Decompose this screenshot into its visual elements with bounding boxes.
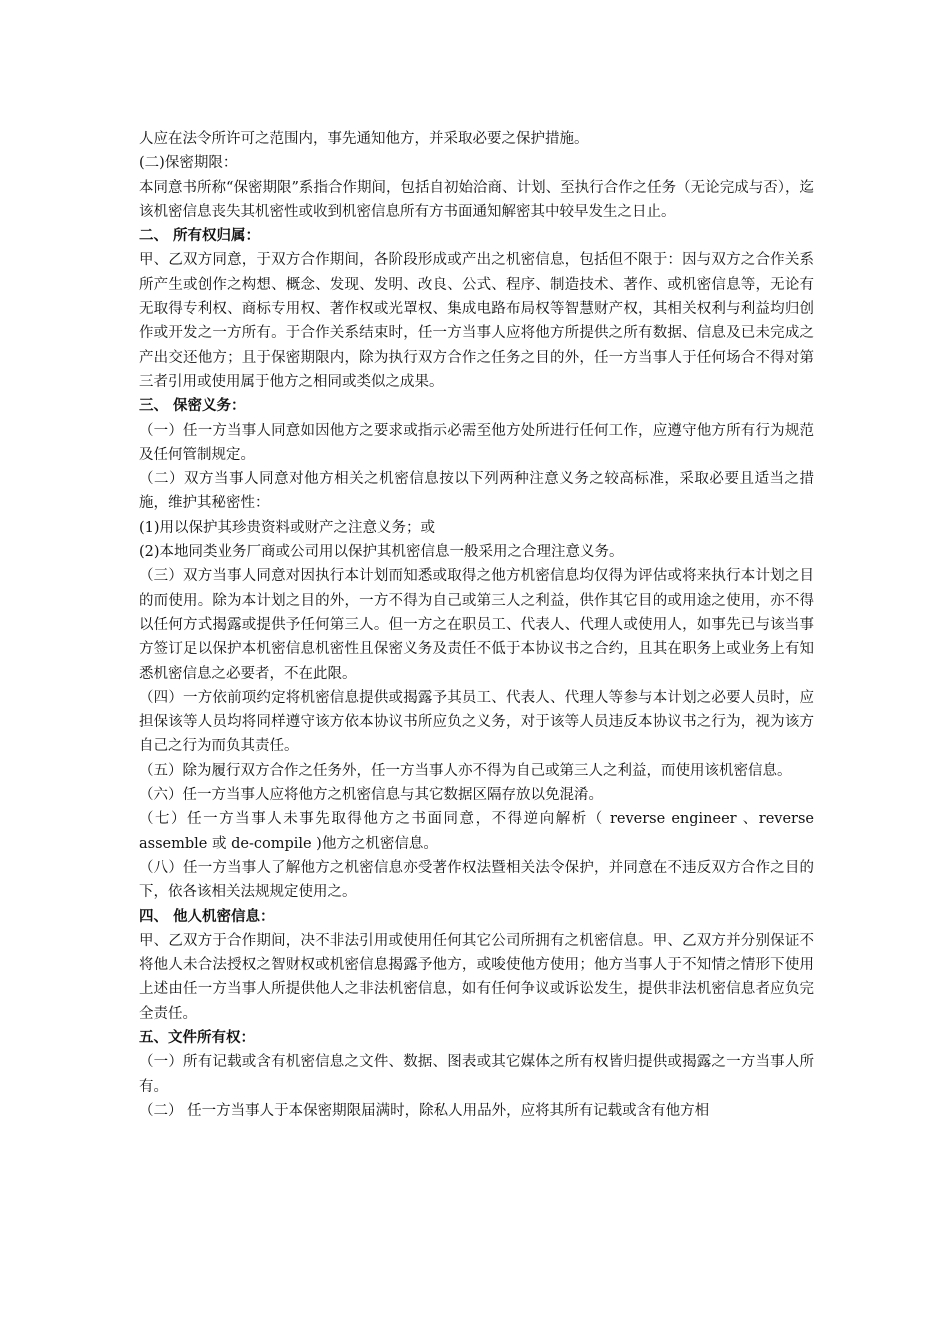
paragraph: 本同意书所称“保密期限”系指合作期间，包括自初始洽商、计划、至执行合作之任务（无论完成与否），迄该机密信息丧失其机密性或收到机密信息所有方书面通知解密其中较早发生之日止。 bbox=[139, 179, 814, 220]
paragraph: （二） 任一方当事人于本保密期限届满时，除私人用品外，应将其所有记载或含有他方相 bbox=[139, 1102, 710, 1119]
document-page bbox=[139, 127, 814, 1123]
section-heading: 四、 他人机密信息： bbox=[139, 908, 275, 925]
paragraph: 甲、乙双方同意，于双方合作期间，各阶段形成或产出之机密信息，包括但不限于：因与双方之合作关系所产生或创作之构想、概念、发现、发明、改良、公式、程序、制造技术、著作、或机密信息等，无论有无取得专利权、商标专用权、著作权或光罩权、集成电路布局权等智慧财产权，其相关权利与利益均归创作或开发之一方所有。于合作关系结束时，任一方当事人应将他方所提供之所有数据、信息及已未完成之产出交还他方；且于保密期限内，除为执行双方合作之任务之目的外，任一方当事人于任何场合不得对第三者引用或使用属于他方之相同或类似之成果。 bbox=[139, 252, 814, 390]
paragraph: （四）一方依前项约定将机密信息提供或揭露予其员工、代表人、代理人等参与本计划之必要人员时，应担保该等人员均将同样遵守该方依本协议书所应负之义务，对于该等人员违反本协议书之行为，视为该方自己之行为而负其责任。 bbox=[139, 689, 814, 755]
paragraph: 甲、乙双方于合作期间，决不非法引用或使用任何其它公司所拥有之机密信息。甲、乙双方并分别保证不将他人未合法授权之智财权或机密信息揭露予他方，或唆使他方使用；他方当事人于不知情之情形下使用上述由任一方当事人所提供他人之非法机密信息，如有任何争议或诉讼发生，提供非法机密信息者应负完全责任。 bbox=[139, 932, 814, 1022]
paragraph: （七）任一方当事人未事先取得他方之书面同意，不得逆向解析（ reverse engineer 、reverse assemble 或 de-compile )他方之机密信息。 bbox=[139, 811, 814, 852]
section-heading: 二、 所有权归属： bbox=[139, 228, 261, 245]
list-item: (2)本地同类业务厂商或公司用以保护其机密信息一般采用之合理注意义务。 bbox=[139, 544, 624, 561]
paragraph: （一）所有记载或含有机密信息之文件、数据、图表或其它媒体之所有权皆归提供或揭露之一方当事人所有。 bbox=[139, 1054, 814, 1095]
paragraph: 人应在法令所许可之范围内，事先通知他方，并采取必要之保护措施。 bbox=[139, 131, 589, 147]
paragraph: （一）任一方当事人同意如因他方之要求或指示必需至他方处所进行任何工作，应遵守他方所有行为规范及任何管制规定。 bbox=[139, 422, 814, 463]
section-heading: 三、 保密义务： bbox=[139, 398, 246, 415]
subheading: (二)保密期限： bbox=[139, 155, 238, 172]
paragraph: （五）除为履行双方合作之任务外，任一方当事人亦不得为自己或第三人之利益，而使用该机密信息。 bbox=[139, 762, 792, 779]
paragraph: （六）任一方当事人应将他方之机密信息与其它数据区隔存放以免混淆。 bbox=[139, 787, 603, 804]
paragraph: （八）任一方当事人了解他方之机密信息亦受著作权法暨相关法令保护，并同意在不违反双方合作之目的下，依各该相关法规规定使用之。 bbox=[139, 859, 814, 901]
list-item: (1)用以保护其珍贵资料或财产之注意义务；或 bbox=[139, 519, 436, 536]
paragraph: （二）双方当事人同意对他方相关之机密信息按以下列两种注意义务之较高标准，采取必要且适当之措施，维护其秘密性： bbox=[139, 471, 814, 512]
paragraph: （三）双方当事人同意对因执行本计划而知悉或取得之他方机密信息均仅得为评估或将来执行本计划之目的而使用。除为本计划之目的外，一方不得为自己或第三人之利益，供作其它目的或用途之使用，亦不得以任何方式揭露或提供予任何第三人。但一方之在职员工、代表人、代理人或使用人，如事先已与该当事方签订足以保护本机密信息机密性且保密义务及责任不低于本协议书之合约，且其在职务上或业务上有知悉机密信息之必要者，不在此限。 bbox=[139, 568, 814, 682]
section-heading: 五、文件所有权： bbox=[139, 1029, 255, 1046]
